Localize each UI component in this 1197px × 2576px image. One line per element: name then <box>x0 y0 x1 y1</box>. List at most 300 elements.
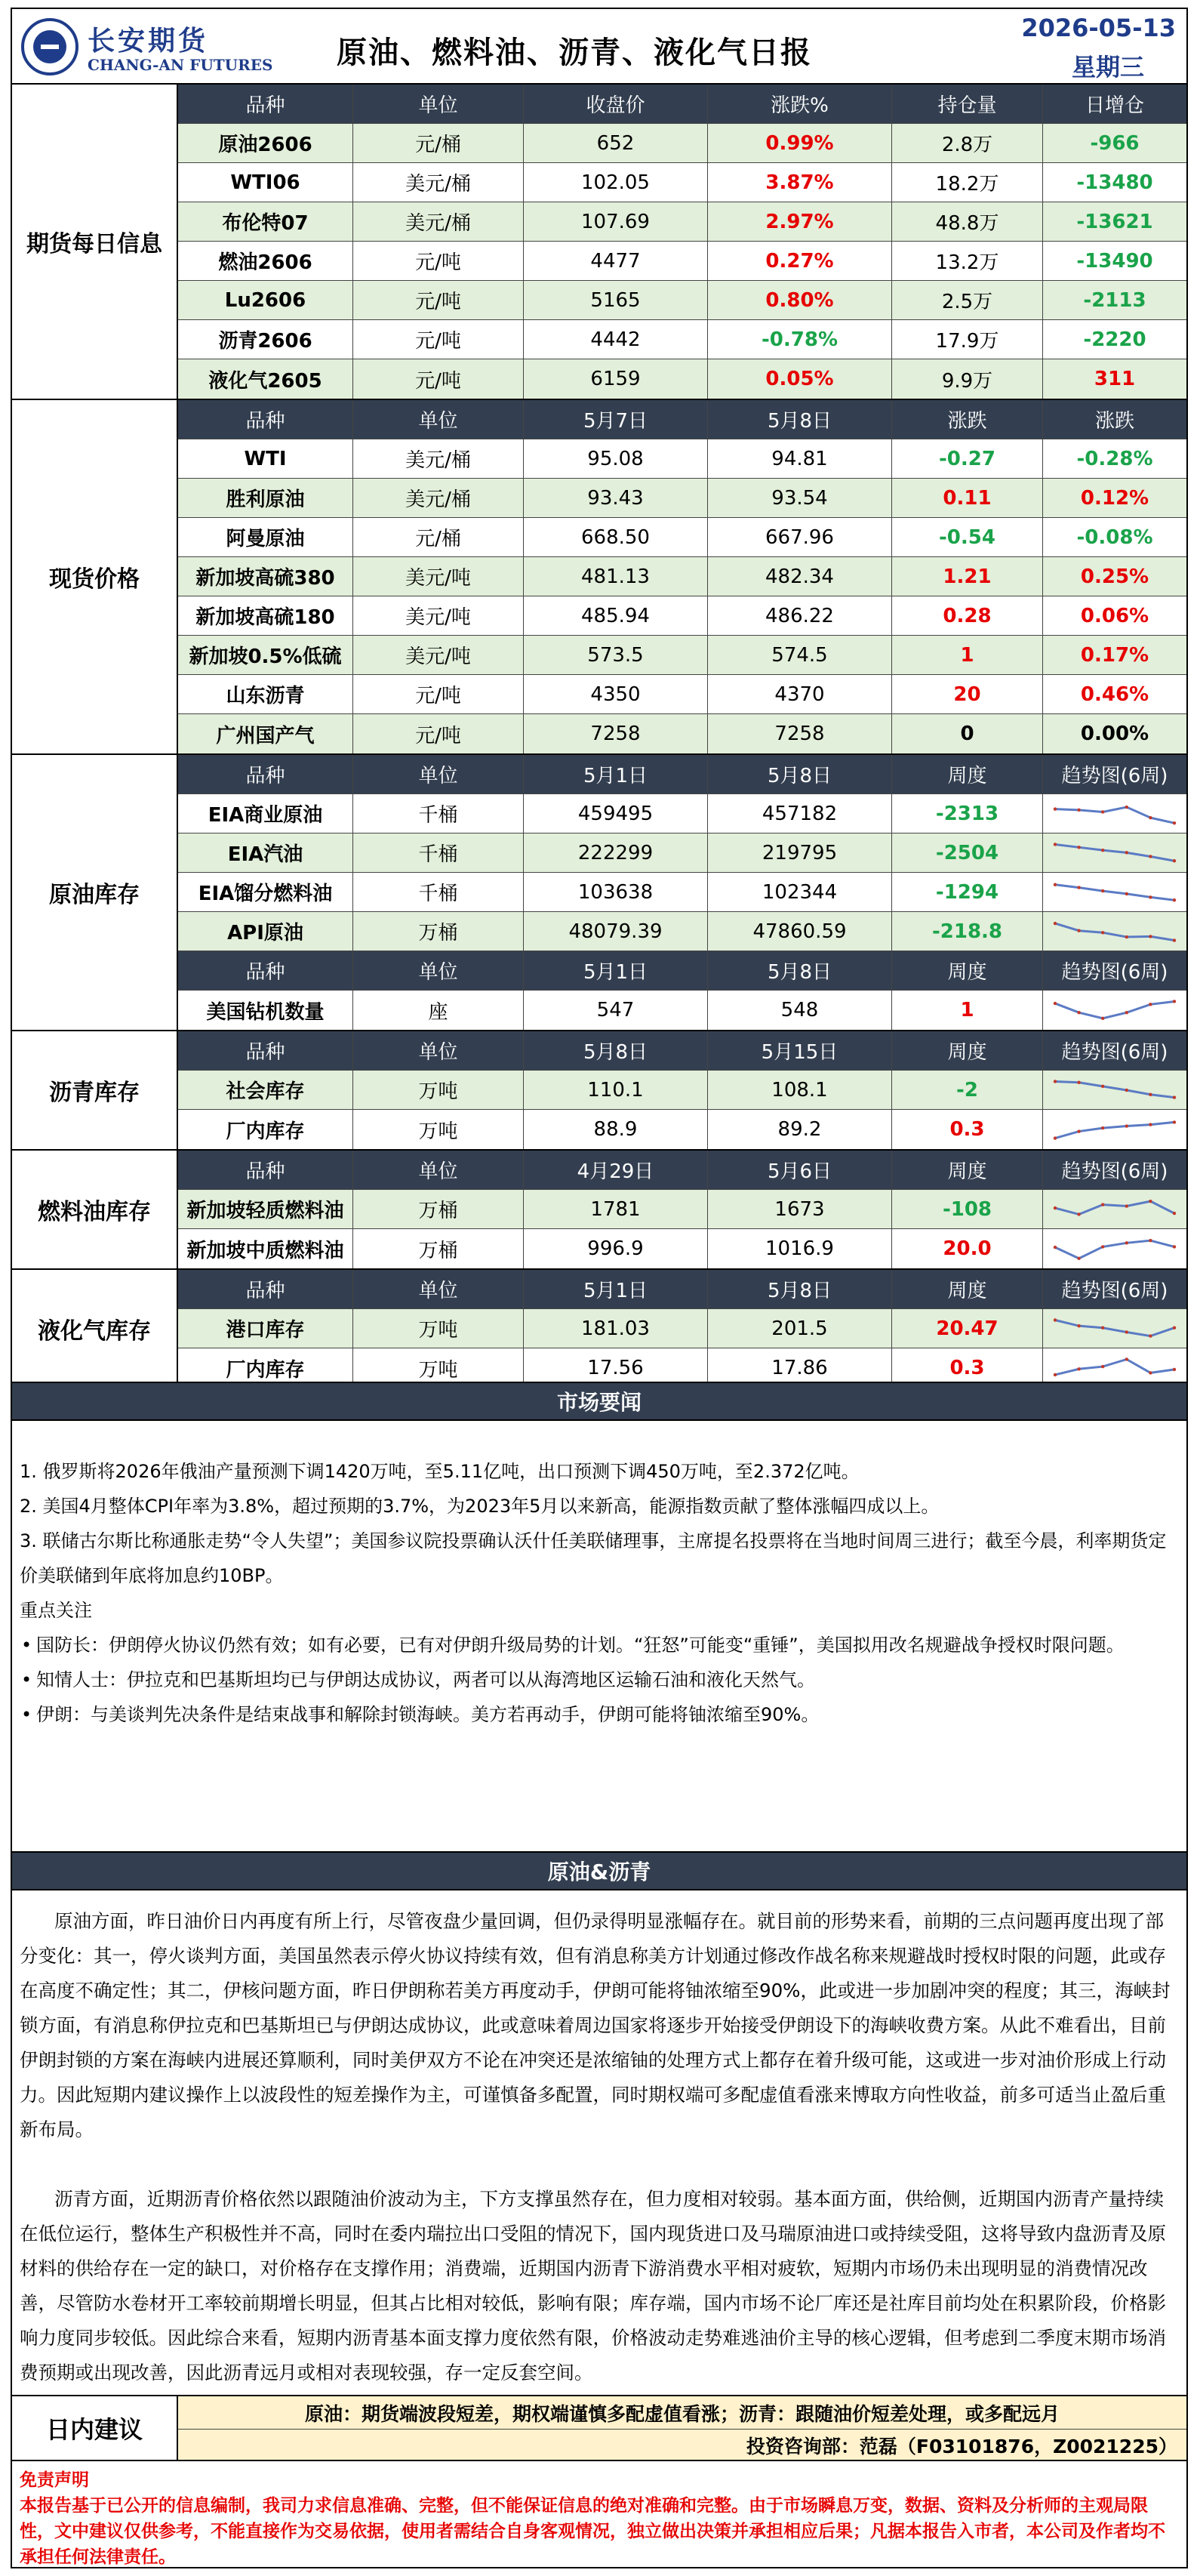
change-pct: 0.46% <box>1080 683 1149 706</box>
table-header-row <box>178 1031 1186 1071</box>
analysis-paragraph-asphalt: 沥青方面，近期沥青价格依然以跟随油价波动为主，下方支撑虽然存在，但力度相对较弱。基本面方面，供给侧，近期国内沥青产量持续在低位运行，整体生产积极性并不高，同时在委内瑞拉出口受阻的情况下，国内现货进口及马瑞原油进口或持续受阻，这将导致内盘沥青及原材料的供给存在一定的缺口，对价格存在支撑作用；消费端，近期国内沥青下游消费水平相对疲软，短期内市场仍未出现明显的消费情况改善，尽管防水卷材开工率较前期增长明显，但其占比相对较低，影响有限；库存端，国内市场不论厂库还是社库目前均处在积累阶段，价格影响力度同步较低。因此综合来看，短期内沥青基本面支撑力度依然有限，价格波动走势难逃油价主导的核心逻辑，但考虑到二季度末期市场消费预期或出现改善，因此沥青远月或相对表现较强，存一定反套空间。 <box>20 2188 1166 2383</box>
disclaimer-text: 本报告基于已公开的信息编制，我司力求信息准确、完整，但不能保证信息的绝对准确和完整。由于市场瞬息万变，数据、资料及分析师的主观局限性，文中建议仅供参考，不能直接作为交易依据，使用者需结合自身客观情况，独立做出决策并承担相应后果；凡据本报告入市者，本公司及作者均不承担任何法律责任。 <box>20 2496 1165 2567</box>
unit: 美元/桶 <box>353 439 524 478</box>
brand-name-en: CHANG-AN FUTURES <box>88 56 273 74</box>
unit: 元/吨 <box>353 320 524 359</box>
value-curr: 1016.9 <box>708 1229 892 1268</box>
header-cell: 趋势图(6周) <box>1061 961 1168 984</box>
weekly-change: 1 <box>892 991 1043 1030</box>
trend-point <box>1125 1088 1128 1091</box>
lpg-inventory-table <box>178 1270 1186 1388</box>
trend-point <box>1149 1092 1152 1095</box>
unit: 座 <box>353 991 524 1030</box>
open-interest: 48.8万 <box>892 202 1043 241</box>
open-interest: 18.2万 <box>892 163 1043 202</box>
trend-point <box>1077 886 1080 889</box>
price-curr: 574.5 <box>708 636 892 674</box>
change-pct: 3.87% <box>708 163 892 202</box>
trend-point <box>1173 938 1176 941</box>
trend-point <box>1173 898 1176 901</box>
trend-cell <box>1043 1229 1186 1268</box>
change: 1.21 <box>892 557 1043 596</box>
lpg-inventory-label: 液化气库存 <box>12 1270 178 1388</box>
table-row <box>178 834 1186 873</box>
trend-sparkline <box>1051 1234 1179 1264</box>
table-row <box>178 202 1186 242</box>
trend-point <box>1054 807 1057 810</box>
open-interest: 13.2万 <box>892 242 1043 280</box>
header-cell: 品种 <box>178 85 353 123</box>
value-curr: 457182 <box>708 794 892 833</box>
header-cell: 品种 <box>178 755 353 793</box>
header-cell: 5月8日 <box>708 1270 892 1308</box>
close-price: 4477 <box>524 242 708 280</box>
trend-line <box>1055 1081 1174 1097</box>
trend-point <box>1077 808 1080 811</box>
trend-point <box>1173 821 1176 824</box>
trend-point <box>1101 1126 1104 1129</box>
report-weekday: 星期三 <box>1071 53 1144 82</box>
disclaimer <box>20 2467 1179 2570</box>
spot-section-label: 现货价格 <box>12 400 178 753</box>
daily-oi-change: -13621 <box>1076 210 1153 233</box>
trend-point <box>1054 1373 1057 1376</box>
change-pct: 0.25% <box>1080 565 1149 588</box>
trend-sparkline <box>1051 1114 1179 1145</box>
trend-cell <box>1043 991 1186 1030</box>
change-pct: -0.28% <box>1076 447 1153 470</box>
header-cell: 5月1日 <box>524 951 708 990</box>
unit: 元/吨 <box>353 714 524 753</box>
product-name: EIA汽油 <box>178 834 353 872</box>
header-cell: 单位 <box>353 400 524 439</box>
price-prev: 573.5 <box>524 636 708 674</box>
advice-text: 原油：期货端波段短差，期权端谨慎多配虚值看涨；沥青：跟随油价短差处理，或多配远月 <box>304 2402 1060 2425</box>
product-name: 新加坡高硫180 <box>178 596 353 635</box>
trend-point <box>1149 855 1152 858</box>
trend-point <box>1101 1365 1104 1368</box>
trend-point <box>1054 1246 1057 1249</box>
header-cell: 5月8日 <box>708 951 892 990</box>
trend-point <box>1125 1357 1128 1360</box>
header-cell: 品种 <box>178 400 353 439</box>
trend-cell <box>1043 912 1186 951</box>
market-news <box>12 1382 1186 1739</box>
close-price: 6159 <box>524 359 708 399</box>
trend-point <box>1077 1080 1080 1083</box>
value-curr: 201.5 <box>708 1309 892 1348</box>
weekly-change: -218.8 <box>892 912 1043 951</box>
trend-point <box>1149 1199 1152 1202</box>
change: 0.11 <box>892 479 1043 517</box>
weekly-change: 20.0 <box>892 1229 1043 1268</box>
value-curr: 102344 <box>708 873 892 911</box>
open-interest: 2.8万 <box>892 124 1043 162</box>
product-name: EIA馏分燃料油 <box>178 873 353 911</box>
header-cell: 趋势图(6周) <box>1061 1041 1168 1064</box>
change-pct: 0.17% <box>1080 643 1149 667</box>
daily-oi-change: -13490 <box>1076 249 1153 273</box>
news-item: 2. 美国4月整体CPI年率为3.8%，超过预期的3.7%，为2023年5月以来新高，能源指数贡献了整体涨幅四成以上。 <box>20 1496 940 1517</box>
trend-point <box>1173 859 1176 862</box>
header-cell: 5月7日 <box>524 400 708 439</box>
header-cell: 周度 <box>892 1031 1043 1070</box>
product-name: 港口库存 <box>178 1309 353 1348</box>
trend-line <box>1055 1201 1174 1214</box>
header-cell: 品种 <box>178 1270 353 1308</box>
trend-point <box>1101 1017 1104 1020</box>
weekly-change: 0.3 <box>892 1348 1043 1388</box>
trend-point <box>1054 843 1057 846</box>
header-cell: 周度 <box>892 755 1043 793</box>
trend-point <box>1125 805 1128 808</box>
trend-line <box>1055 923 1174 940</box>
table-row <box>178 1229 1186 1268</box>
trend-cell <box>1043 794 1186 833</box>
price-curr: 486.22 <box>708 596 892 635</box>
trend-line <box>1055 844 1174 861</box>
crude-inventory-table <box>178 755 1186 1030</box>
value-prev: 459495 <box>524 794 708 833</box>
analysis-body <box>12 1890 1186 2390</box>
market-news-body <box>12 1421 1186 1739</box>
header-cell: 单位 <box>353 1031 524 1070</box>
change-pct: 0.99% <box>708 124 892 162</box>
product-name: 新加坡轻质燃料油 <box>178 1190 353 1228</box>
news-item: 1. 俄罗斯将2026年俄油产量预测下调1420万吨，至5.11亿吨，出口预测下调450万吨，至2.372亿吨。 <box>20 1461 860 1482</box>
price-prev: 93.43 <box>524 479 708 517</box>
table-row <box>178 359 1186 399</box>
value-prev: 17.56 <box>524 1348 708 1388</box>
spot-table <box>178 400 1186 753</box>
trend-sparkline <box>1051 1353 1179 1383</box>
header-cell: 单位 <box>353 1270 524 1308</box>
weekly-change: 20.47 <box>892 1309 1043 1348</box>
trend-point <box>1077 1213 1080 1216</box>
value-curr: 89.2 <box>708 1110 892 1149</box>
header-cell: 单位 <box>353 1151 524 1189</box>
price-curr: 93.54 <box>708 479 892 517</box>
change-pct: 0.06% <box>1080 604 1149 627</box>
daily-oi-change: -2220 <box>1083 328 1146 351</box>
trend-sparkline <box>1051 1075 1179 1105</box>
disclaimer-title: 免责声明 <box>20 2470 89 2490</box>
header-cell: 品种 <box>178 1031 353 1070</box>
weekly-change: 0.3 <box>892 1110 1043 1149</box>
unit: 万吨 <box>353 1071 524 1109</box>
change-pct: 0.27% <box>708 242 892 280</box>
trend-point <box>1149 1123 1152 1126</box>
daily-oi-change: -2113 <box>1083 288 1146 312</box>
price-curr: 7258 <box>708 714 892 753</box>
change-pct: 0.05% <box>708 359 892 399</box>
unit: 万桶 <box>353 1229 524 1268</box>
trend-point <box>1149 1371 1152 1374</box>
close-price: 5165 <box>524 281 708 319</box>
table-row <box>178 1309 1186 1348</box>
price-curr: 667.96 <box>708 518 892 556</box>
trend-line <box>1055 1359 1174 1374</box>
trend-line <box>1055 1122 1174 1138</box>
unit: 元/吨 <box>353 359 524 399</box>
price-curr: 94.81 <box>708 439 892 478</box>
header-cell: 5月1日 <box>524 755 708 793</box>
advice-label: 日内建议 <box>12 2396 178 2460</box>
header-cell: 5月1日 <box>524 1270 708 1308</box>
trend-point <box>1173 1326 1176 1329</box>
trend-cell <box>1043 1110 1186 1149</box>
trend-point <box>1077 929 1080 932</box>
header-cell: 涨跌 <box>892 400 1043 439</box>
company-logo <box>21 18 78 75</box>
price-curr: 4370 <box>708 675 892 713</box>
weekly-change: -2504 <box>892 834 1043 872</box>
open-interest: 2.5万 <box>892 281 1043 319</box>
trend-point <box>1101 931 1104 934</box>
change: 1 <box>892 636 1043 674</box>
value-prev: 1781 <box>524 1190 708 1228</box>
price-prev: 668.50 <box>524 518 708 556</box>
price-prev: 481.13 <box>524 557 708 596</box>
trend-line <box>1055 807 1174 823</box>
header-cell: 5月8日 <box>708 400 892 439</box>
trend-point <box>1173 1120 1176 1123</box>
header-cell: 涨跌 <box>1094 410 1134 433</box>
news-item: 3. 联储古尔斯比称通胀走势“令人失望”；美国参议院投票确认沃什任美联储理事，主席提名投票将在当地时间周三进行；截至今晨，利率期货定价美联储到年底将加息约10BP。 <box>20 1530 1167 1586</box>
trend-point <box>1125 1241 1128 1244</box>
product-name: 新加坡高硫380 <box>178 557 353 596</box>
change-pct: 0.12% <box>1080 486 1149 510</box>
table-row <box>178 873 1186 912</box>
product-name: WTI06 <box>178 163 353 202</box>
trend-point <box>1054 1318 1057 1321</box>
change-pct: -0.78% <box>708 320 892 359</box>
unit: 千桶 <box>353 873 524 911</box>
header-cell: 收盘价 <box>524 85 708 123</box>
table-header-row <box>178 755 1186 794</box>
table-row <box>178 636 1186 675</box>
crude-inventory-label: 原油库存 <box>12 755 178 1030</box>
focus-item: • 知情人士：伊拉克和巴基斯坦均已与伊朗达成协议，两者可以从海湾地区运输石油和液化天然气。 <box>20 1662 1179 1697</box>
header-cell: 单位 <box>353 85 524 123</box>
futures-section <box>12 85 1186 400</box>
market-news-title: 市场要闻 <box>12 1382 1186 1421</box>
trend-point <box>1054 1002 1057 1005</box>
spot-section <box>12 400 1186 755</box>
unit: 元/吨 <box>353 281 524 319</box>
header-cell: 周度 <box>892 1151 1043 1189</box>
product-name: 社会库存 <box>178 1071 353 1109</box>
table-row <box>178 557 1186 596</box>
trend-point <box>1149 1239 1152 1242</box>
trend-point <box>1054 1080 1057 1083</box>
trend-line <box>1055 884 1174 899</box>
report-header <box>12 9 1186 85</box>
table-row <box>178 163 1186 202</box>
table-row <box>178 281 1186 320</box>
trend-point <box>1173 1368 1176 1371</box>
report-date: 2026-05-13 <box>1021 14 1176 42</box>
weekly-change: -2313 <box>892 794 1043 833</box>
product-name: 广州国产气 <box>178 714 353 753</box>
advice-lines <box>178 2396 1186 2460</box>
change-pct: 0.00% <box>1080 723 1149 745</box>
trend-cell <box>1043 834 1186 872</box>
trend-sparkline <box>1051 799 1179 829</box>
header-cell: 周度 <box>892 951 1043 990</box>
trend-point <box>1173 1000 1176 1003</box>
value-prev: 48079.39 <box>524 912 708 951</box>
trend-point <box>1101 1084 1104 1087</box>
trend-point <box>1173 1245 1176 1248</box>
table-row <box>178 479 1186 518</box>
fuel-inventory-section <box>12 1151 1186 1270</box>
header-cell: 4月29日 <box>524 1151 708 1189</box>
table-row <box>178 1110 1186 1149</box>
value-prev: 996.9 <box>524 1229 708 1268</box>
product-name: 新加坡中质燃料油 <box>178 1229 353 1268</box>
value-curr: 219795 <box>708 834 892 872</box>
value-curr: 47860.59 <box>708 912 892 951</box>
focus-item: • 伊朗：与美谈判先决条件是结束战事和解除封锁海峡。美方若再动手，伊朗可能将铀浓缩至90%。 <box>20 1697 1179 1732</box>
unit: 万桶 <box>353 1190 524 1228</box>
product-name: 沥青2606 <box>178 320 353 359</box>
table-row <box>178 1071 1186 1110</box>
analyst-credit: 投资咨询部：范磊（F03101876，Z0021225） <box>178 2429 1186 2461</box>
product-name: 阿曼原油 <box>178 518 353 556</box>
trend-point <box>1125 1124 1128 1127</box>
trend-point <box>1077 1323 1080 1327</box>
header-cell: 5月8日 <box>524 1031 708 1070</box>
futures-table <box>178 85 1186 399</box>
unit: 美元/桶 <box>353 202 524 241</box>
value-curr: 1673 <box>708 1190 892 1228</box>
value-prev: 181.03 <box>524 1309 708 1348</box>
trend-sparkline <box>1051 877 1179 907</box>
weekly-change: -1294 <box>892 873 1043 911</box>
table-row <box>178 912 1186 951</box>
trend-point <box>1125 1330 1128 1333</box>
table-row <box>178 124 1186 163</box>
unit: 千桶 <box>353 794 524 833</box>
header-cell: 趋势图(6周) <box>1061 765 1168 787</box>
analysis-section <box>12 1851 1186 2390</box>
header-cell: 周度 <box>892 1270 1043 1308</box>
header-cell: 5月15日 <box>708 1031 892 1070</box>
trend-point <box>1077 846 1080 849</box>
trend-point <box>1101 810 1104 813</box>
product-name: 原油2606 <box>178 124 353 162</box>
brand-name-cn: 长安期货 <box>88 26 209 57</box>
header-cell: 涨跌% <box>708 85 892 123</box>
change: -0.27 <box>892 439 1043 478</box>
trend-point <box>1149 1003 1152 1006</box>
lpg-inventory-section <box>12 1270 1186 1388</box>
header-cell: 持仓量 <box>892 85 1043 123</box>
value-prev: 110.1 <box>524 1071 708 1109</box>
trend-point <box>1101 1326 1104 1329</box>
trend-point <box>1077 1367 1080 1370</box>
trend-point <box>1077 1011 1080 1014</box>
unit: 美元/吨 <box>353 636 524 674</box>
table-row <box>178 242 1186 281</box>
value-curr: 548 <box>708 991 892 1030</box>
table-header-row <box>178 400 1186 439</box>
price-prev: 4350 <box>524 675 708 713</box>
table-header-row <box>178 85 1186 124</box>
product-name: Lu2606 <box>178 281 353 319</box>
product-name: 美国钻机数量 <box>178 991 353 1030</box>
product-name: 厂内库存 <box>178 1110 353 1149</box>
trend-point <box>1149 815 1152 818</box>
table-row <box>178 1190 1186 1229</box>
asphalt-inventory-label: 沥青库存 <box>12 1031 178 1149</box>
close-price: 652 <box>524 124 708 162</box>
trend-cell <box>1043 1071 1186 1109</box>
close-price: 102.05 <box>524 163 708 202</box>
focus-title: 重点关注 <box>20 1600 92 1621</box>
fuel-inventory-table <box>178 1151 1186 1268</box>
trend-point <box>1101 1203 1104 1206</box>
trend-sparkline <box>1051 917 1179 947</box>
trend-point <box>1101 1245 1104 1248</box>
trend-point <box>1125 851 1128 854</box>
trend-point <box>1054 1136 1057 1139</box>
header-cell: 5月6日 <box>708 1151 892 1189</box>
unit: 千桶 <box>353 834 524 872</box>
weekly-change: -108 <box>892 1190 1043 1228</box>
product-name: EIA商业原油 <box>178 794 353 833</box>
daily-oi-change: -13480 <box>1076 171 1153 194</box>
price-prev: 7258 <box>524 714 708 753</box>
trend-point <box>1054 921 1057 924</box>
trend-line <box>1055 1240 1174 1259</box>
unit: 万桶 <box>353 912 524 951</box>
trend-cell <box>1043 1309 1186 1348</box>
header-cell: 日增仓 <box>1085 94 1144 117</box>
unit: 美元/桶 <box>353 479 524 517</box>
trend-sparkline <box>1051 1314 1179 1344</box>
header-cell: 趋势图(6周) <box>1061 1160 1168 1183</box>
focus-item: • 国防长：伊朗停火协议仍然有效；如有必要，已有对伊朗升级局势的计划。“狂怒”可能变“重锤”，美国拟用改名规避战争授权时限问题。 <box>20 1628 1179 1662</box>
product-name: 胜利原油 <box>178 479 353 517</box>
change: 0.28 <box>892 596 1043 635</box>
weekly-change: -2 <box>892 1071 1043 1109</box>
trend-sparkline <box>1051 838 1179 868</box>
daily-oi-change: 311 <box>1094 368 1136 390</box>
unit: 美元/桶 <box>353 163 524 202</box>
price-prev: 485.94 <box>524 596 708 635</box>
value-prev: 88.9 <box>524 1110 708 1149</box>
header-cell: 品种 <box>178 1151 353 1189</box>
trend-point <box>1125 1204 1128 1207</box>
intraday-advice <box>12 2395 1186 2461</box>
data-tables <box>12 85 1186 1388</box>
unit: 元/吨 <box>353 675 524 713</box>
unit: 元/桶 <box>353 518 524 556</box>
value-prev: 103638 <box>524 873 708 911</box>
trend-point <box>1149 935 1152 938</box>
product-name: 山东沥青 <box>178 675 353 713</box>
table-row <box>178 794 1186 834</box>
change: -0.54 <box>892 518 1043 556</box>
change-pct: -0.08% <box>1076 525 1153 549</box>
close-price: 107.69 <box>524 202 708 241</box>
asphalt-inventory-table <box>178 1031 1186 1149</box>
trend-point <box>1125 1011 1128 1014</box>
trend-point <box>1101 848 1104 851</box>
trend-point <box>1077 1257 1080 1260</box>
